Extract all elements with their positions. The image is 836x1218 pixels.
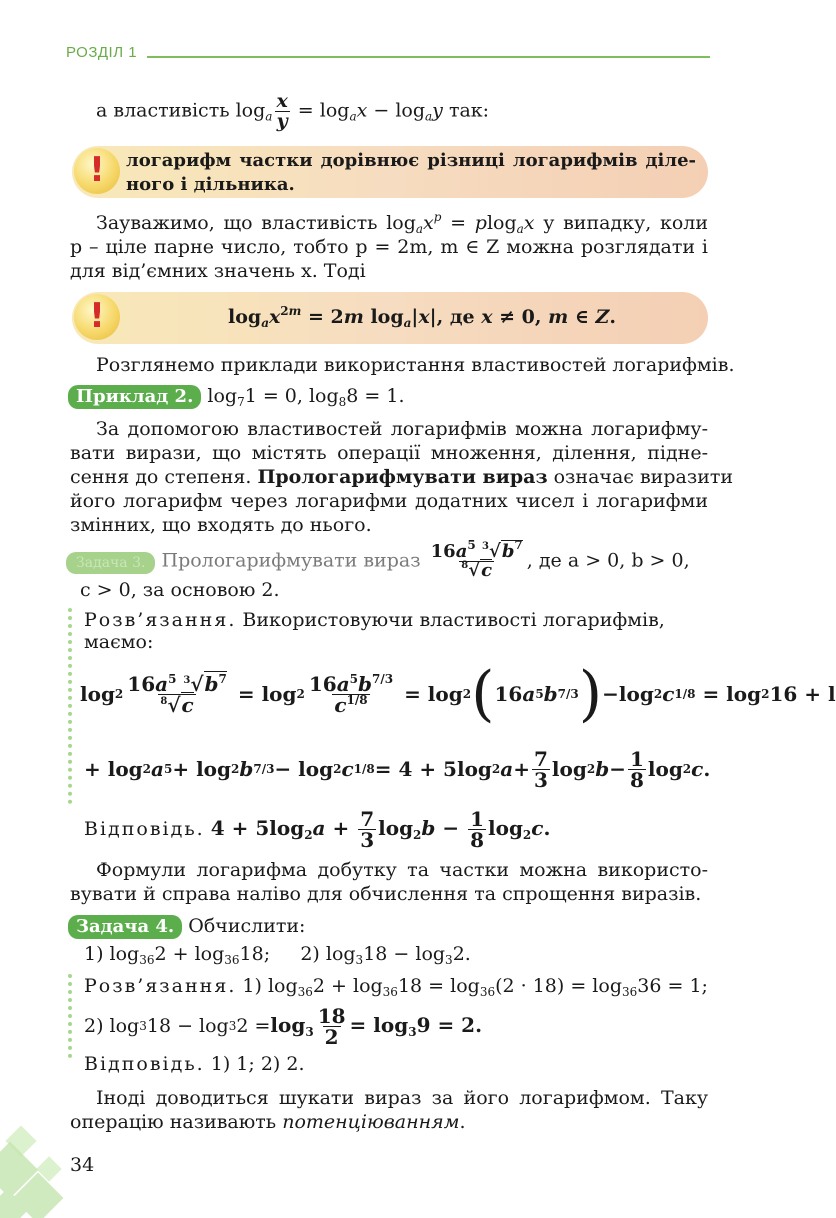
section-header: РОЗДІЛ 1 — [66, 44, 138, 61]
task-4-items: 1) $\log_{36}2 + \log_{36}18$; 2) $\log_318 - \log_32$. — [84, 943, 471, 967]
exclamation-icon: ! — [74, 294, 120, 340]
task-3: Задача 3. Прологарифмувати вираз $\frac{16a^5 ^3√b^7}{^8√c}$ , де a > 0, b > 0, — [66, 543, 690, 580]
solution-margin-dots — [68, 608, 76, 804]
decorative-corner-pattern — [0, 1110, 120, 1218]
solution-1-formula-line2: + log 2 a 5 + log 2 b 7/3 − log 2 c 1/8 = 4 + 5log 2 a + $\frac{7}{3}$ log 2 b − $\frac{1}{8}$ log 2 c . — [84, 746, 711, 792]
solution-2-line2: 2) log 3 18 − log 3 2 = $\log_3$ $\frac{18}{2}$ = $\log_39 = 2$. — [84, 1003, 483, 1049]
page-number: 34 — [70, 1154, 95, 1176]
para-logarithmize-4: його логарифм через логарифми додатних чисел і логарифми — [70, 490, 708, 512]
para-potentiation-1: Іноді доводиться шукати вираз за його логарифмом. Таку — [96, 1087, 708, 1109]
para-even-power-line2: p – ціле парне число, тобто p = 2m, m ∈ Z можна розглядати і — [70, 236, 708, 258]
task-3-badge: Задача 3. — [66, 552, 155, 574]
task-4: Задача 4. Обчислити: — [68, 914, 305, 939]
even-power-formula: $\log_ax^{2m} = 2m$ $\log_a|x|$, де x ≠ 0, m ∈ Z. — [228, 304, 617, 330]
task-4-badge: Задача 4. — [68, 915, 182, 939]
para-even-power-line3: для від’ємних значень x. Тоді — [70, 260, 366, 282]
para-logarithmize-5: змінних, що входять до нього. — [70, 514, 372, 536]
solution-2-margin-dots — [68, 974, 76, 1058]
para-examples-intro: Розглянемо приклади використання властивостей логарифмів. — [96, 354, 735, 376]
solution-2-line1: Розв’язання. 1) $\log_{36}2 + \log_{36}18 = \log_{36}(2 \cdot 18) = \log_{36}36 = 1$; — [84, 975, 708, 999]
exclamation-icon: ! — [74, 148, 120, 194]
para-potentiation-2: операцію називають потенціюванням. — [70, 1111, 466, 1133]
example-2: Приклад 2. $\log_71 = 0$, $\log_88 = 1$. — [68, 384, 405, 409]
solution-1-formula-line1: log 2 $\frac{16a^5 ^3√b^7}{^8√c}$ = log 2 $\frac{16a^5b^{7/3}}{c^{1/8}}$ = log 2 ( 16 a 5 b 7/3 ) −log 2 c 1/8 = log 2 16 + l — [80, 659, 836, 729]
para-even-power: Зауважимо, що властивість $\log_ax^p = plog_ax$ у випадку, коли — [96, 210, 709, 236]
note-quotient-rule: ! логарифм частки дорівнює різниці логарифмів діле- ного і дільника. — [72, 146, 708, 198]
para-logarithmize-3: сення до степеня. Прологарифмувати вираз означає виразити — [70, 466, 734, 488]
quotient-property-line: а властивість $\log_a$ $\frac{x}{y}$ = $\log_ax - \log_ay$ так: — [96, 90, 490, 132]
solution-1-intro-2: маємо: — [84, 631, 154, 653]
task-3-condition: c > 0, за основою 2. — [80, 579, 280, 601]
para-formulas-1: Формули логарифма добутку та частки можна використо- — [96, 859, 708, 881]
answer-2: Відповідь. 1) 1; 2) 2. — [84, 1053, 305, 1075]
header-divider — [147, 56, 710, 58]
para-formulas-2: вувати й справа наліво для обчислення та спрощення виразів. — [70, 883, 702, 905]
answer-1: Відповідь. $4 + 5\log_2a$ + $\frac{7}{3}$ $\log_2b$ − $\frac{1}{8}$ $\log_2c$. — [84, 806, 551, 852]
para-logarithmize-1: За допомогою властивостей логарифмів можна логарифму- — [96, 418, 708, 440]
solution-1-intro: Розв’язання. Використовуючи властивості логарифмів, — [84, 609, 665, 631]
note-even-power-formula — [72, 292, 708, 344]
example-2-badge: Приклад 2. — [68, 385, 201, 409]
para-logarithmize-2: вати вирази, що містять операції множення, ділення, підне- — [70, 442, 708, 464]
